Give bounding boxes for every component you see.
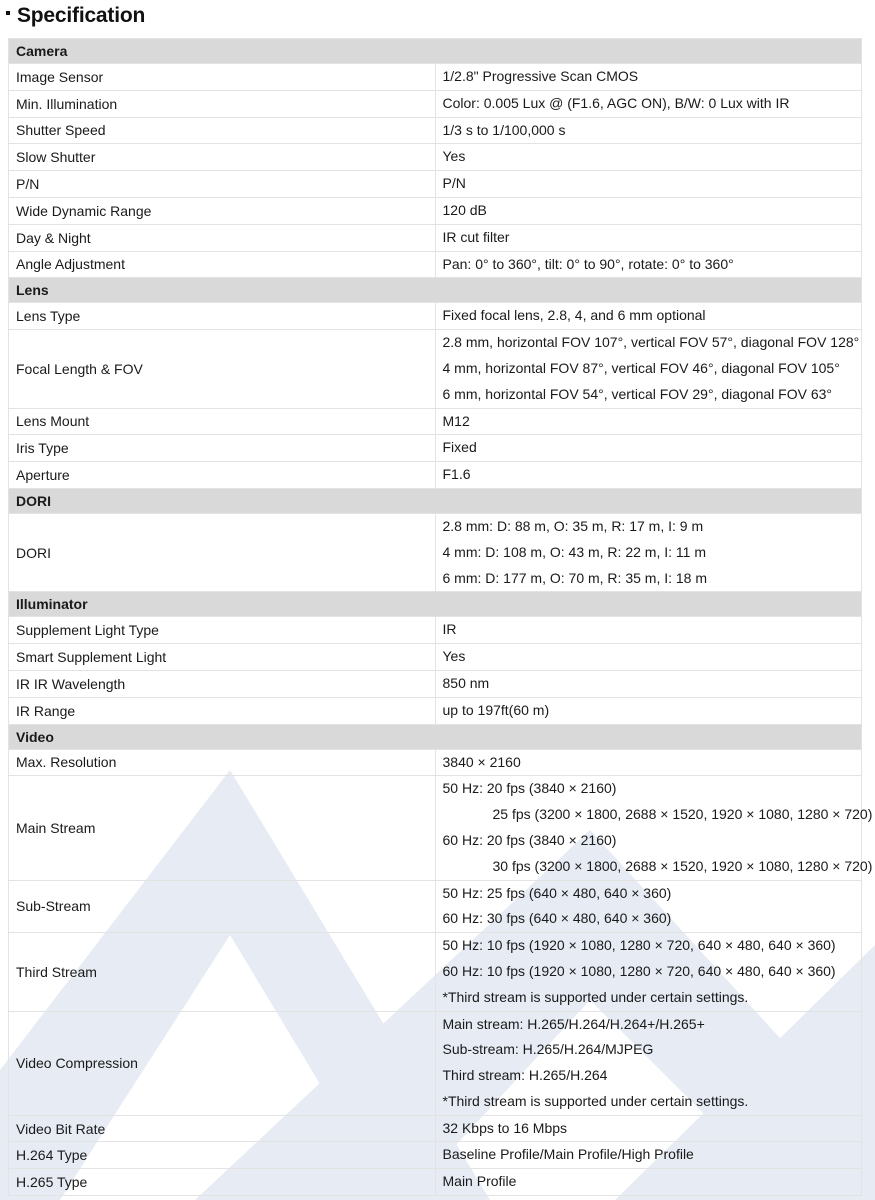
spec-value — [435, 462, 862, 489]
spec-row — [9, 749, 862, 776]
spec-value — [435, 644, 862, 671]
spec-row — [9, 880, 862, 933]
spec-row — [9, 330, 862, 408]
spec-value-line: 6 mm: D: 177 m, O: 70 m, R: 35 m, I: 18 m — [442, 569, 708, 586]
spec-value — [435, 303, 862, 330]
spec-value — [435, 933, 862, 1011]
spec-row — [9, 1011, 862, 1115]
spec-label: Third Stream — [9, 933, 436, 1011]
spec-value-line: 50 Hz: 25 fps (640 × 480, 640 × 360) — [442, 884, 672, 901]
spec-label: Sub-Stream — [9, 880, 436, 933]
spec-value-line: 32 Kbps to 16 Mbps — [442, 1119, 568, 1136]
spec-value — [435, 1115, 862, 1142]
spec-row — [9, 1169, 862, 1196]
spec-row — [9, 462, 862, 489]
spec-value — [435, 617, 862, 644]
spec-label: P/N — [9, 171, 436, 198]
spec-value-line: Main stream: H.265/H.264/H.264+/H.265+ — [442, 1015, 705, 1032]
spec-value-line: 60 Hz: 10 fps (1920 × 1080, 1280 × 720, 640 × 480, 640 × 360) — [442, 962, 836, 979]
spec-value-line: M12 — [442, 412, 470, 429]
spec-value — [435, 251, 862, 278]
spec-value-line: 1/3 s to 1/100,000 s — [442, 121, 566, 138]
spec-value-line: 120 dB — [442, 201, 487, 218]
spec-value-line: Yes — [442, 148, 466, 165]
spec-value-line: Third stream: H.265/H.264 — [442, 1067, 608, 1084]
spec-value — [435, 513, 862, 591]
spec-table — [8, 38, 873, 1196]
spec-value-line: 3840 × 2160 — [442, 753, 521, 770]
section-header-video — [9, 724, 862, 749]
spec-row — [9, 435, 862, 462]
spec-label: Image Sensor — [9, 64, 436, 91]
spec-value — [435, 197, 862, 224]
spec-row — [9, 670, 862, 697]
spec-value — [435, 749, 862, 776]
spec-value-line: 1/2.8" Progressive Scan CMOS — [442, 68, 639, 84]
section-title: Video — [9, 724, 862, 749]
spec-row — [9, 197, 862, 224]
spec-value — [435, 144, 862, 171]
spec-row — [9, 408, 862, 435]
spec-value-line: Color: 0.005 Lux @ (F1.6, AGC ON), B/W: 0 Lux with IR — [442, 94, 790, 111]
spec-row — [9, 117, 862, 144]
spec-row — [9, 90, 862, 117]
spec-value-line: *Third stream is supported under certain settings. — [442, 988, 749, 1005]
spec-row — [9, 1115, 862, 1142]
section-title: DORI — [9, 488, 862, 513]
spec-value — [435, 64, 862, 91]
spec-label: IR IR Wavelength — [9, 670, 436, 697]
spec-value-line: 60 Hz: 20 fps (3840 × 2160) — [442, 831, 617, 848]
spec-value-line: Fixed — [442, 439, 477, 456]
spec-value-line: Fixed focal lens, 2.8, 4, and 6 mm optional — [442, 307, 706, 324]
spec-value — [435, 1142, 862, 1169]
spec-label: Focal Length & FOV — [9, 330, 436, 408]
spec-label: Video Compression — [9, 1011, 436, 1115]
bullet-icon — [6, 11, 10, 15]
spec-value — [435, 90, 862, 117]
page-title: Specification — [6, 4, 145, 28]
spec-row — [9, 776, 862, 880]
spec-label: H.264 Type — [9, 1142, 436, 1169]
spec-value-line: 6 mm, horizontal FOV 54°, vertical FOV 29°, diagonal FOV 63° — [442, 385, 833, 402]
spec-value-line: 30 fps (3200 × 1800, 2688 × 1520, 1920 × 1080, 1280 × 720) — [492, 857, 873, 874]
spec-row — [9, 224, 862, 251]
section-header-lens — [9, 278, 862, 303]
spec-value — [435, 117, 862, 144]
spec-value-line: 2.8 mm, horizontal FOV 107°, vertical FOV 57°, diagonal FOV 128° — [442, 334, 860, 351]
spec-label: Lens Type — [9, 303, 436, 330]
spec-value-line: IR — [442, 621, 457, 638]
spec-value-line: Pan: 0° to 360°, tilt: 0° to 90°, rotate: 0° to 360° — [442, 255, 734, 272]
spec-value-line: P/N — [442, 175, 466, 192]
spec-label: Min. Illumination — [9, 90, 436, 117]
spec-row — [9, 144, 862, 171]
spec-value — [435, 880, 862, 933]
spec-row — [9, 251, 862, 278]
section-header-illuminator — [9, 592, 862, 617]
spec-row — [9, 64, 862, 91]
section-header-camera — [9, 39, 862, 64]
spec-label: Main Stream — [9, 776, 436, 880]
spec-value-line: 50 Hz: 10 fps (1920 × 1080, 1280 × 720, 640 × 480, 640 × 360) — [442, 937, 836, 954]
spec-value-line: F1.6 — [442, 466, 471, 483]
spec-row — [9, 933, 862, 1011]
spec-label: H.265 Type — [9, 1169, 436, 1196]
spec-value-line: Main Profile — [442, 1173, 517, 1190]
spec-value — [435, 435, 862, 462]
spec-row — [9, 697, 862, 724]
spec-value — [435, 776, 873, 880]
spec-value-line: Yes — [442, 648, 466, 665]
spec-value — [435, 1011, 862, 1115]
spec-label: Shutter Speed — [9, 117, 436, 144]
section-title: Lens — [9, 278, 862, 303]
spec-label: Day & Night — [9, 224, 436, 251]
spec-label: Wide Dynamic Range — [9, 197, 436, 224]
section-title: Camera — [9, 39, 862, 64]
spec-value-line: 4 mm: D: 108 m, O: 43 m, R: 22 m, I: 11 m — [442, 543, 706, 560]
spec-label: Slow Shutter — [9, 144, 436, 171]
spec-value — [435, 670, 862, 697]
spec-row — [9, 171, 862, 198]
section-header-dori — [9, 488, 862, 513]
spec-value — [435, 697, 862, 724]
spec-value-line: 60 Hz: 30 fps (640 × 480, 640 × 360) — [442, 910, 672, 927]
spec-value — [435, 171, 862, 198]
spec-label: Video Bit Rate — [9, 1115, 436, 1142]
spec-value-line: 25 fps (3200 × 1800, 2688 × 1520, 1920 × 1080, 1280 × 720) — [492, 806, 873, 823]
spec-value-line: Baseline Profile/Main Profile/High Profile — [442, 1146, 694, 1163]
section-title: Illuminator — [9, 592, 862, 617]
spec-value-line: IR cut filter — [442, 228, 510, 245]
spec-row — [9, 303, 862, 330]
spec-label: Supplement Light Type — [9, 617, 436, 644]
spec-value-line: *Third stream is supported under certain settings. — [442, 1092, 749, 1109]
spec-value-line: 850 nm — [442, 674, 490, 691]
spec-value — [435, 330, 862, 408]
spec-value-line: Sub-stream: H.265/H.264/MJPEG — [442, 1041, 654, 1058]
spec-label: Iris Type — [9, 435, 436, 462]
spec-value-line: up to 197ft(60 m) — [442, 701, 550, 718]
spec-label: DORI — [9, 513, 436, 591]
spec-label: Angle Adjustment — [9, 251, 436, 278]
spec-row — [9, 513, 862, 591]
spec-value-line: 2.8 mm: D: 88 m, O: 35 m, R: 17 m, I: 9 m — [442, 517, 704, 534]
spec-label: IR Range — [9, 697, 436, 724]
spec-row — [9, 1142, 862, 1169]
spec-value — [435, 1169, 862, 1196]
spec-label: Lens Mount — [9, 408, 436, 435]
spec-row — [9, 617, 862, 644]
spec-value — [435, 224, 862, 251]
spec-label: Aperture — [9, 462, 436, 489]
spec-label: Max. Resolution — [9, 749, 436, 776]
spec-label: Smart Supplement Light — [9, 644, 436, 671]
spec-row — [9, 644, 862, 671]
spec-value-line: 4 mm, horizontal FOV 87°, vertical FOV 46°, diagonal FOV 105° — [442, 359, 840, 376]
spec-value — [435, 408, 862, 435]
spec-value-line: 50 Hz: 20 fps (3840 × 2160) — [442, 780, 617, 797]
